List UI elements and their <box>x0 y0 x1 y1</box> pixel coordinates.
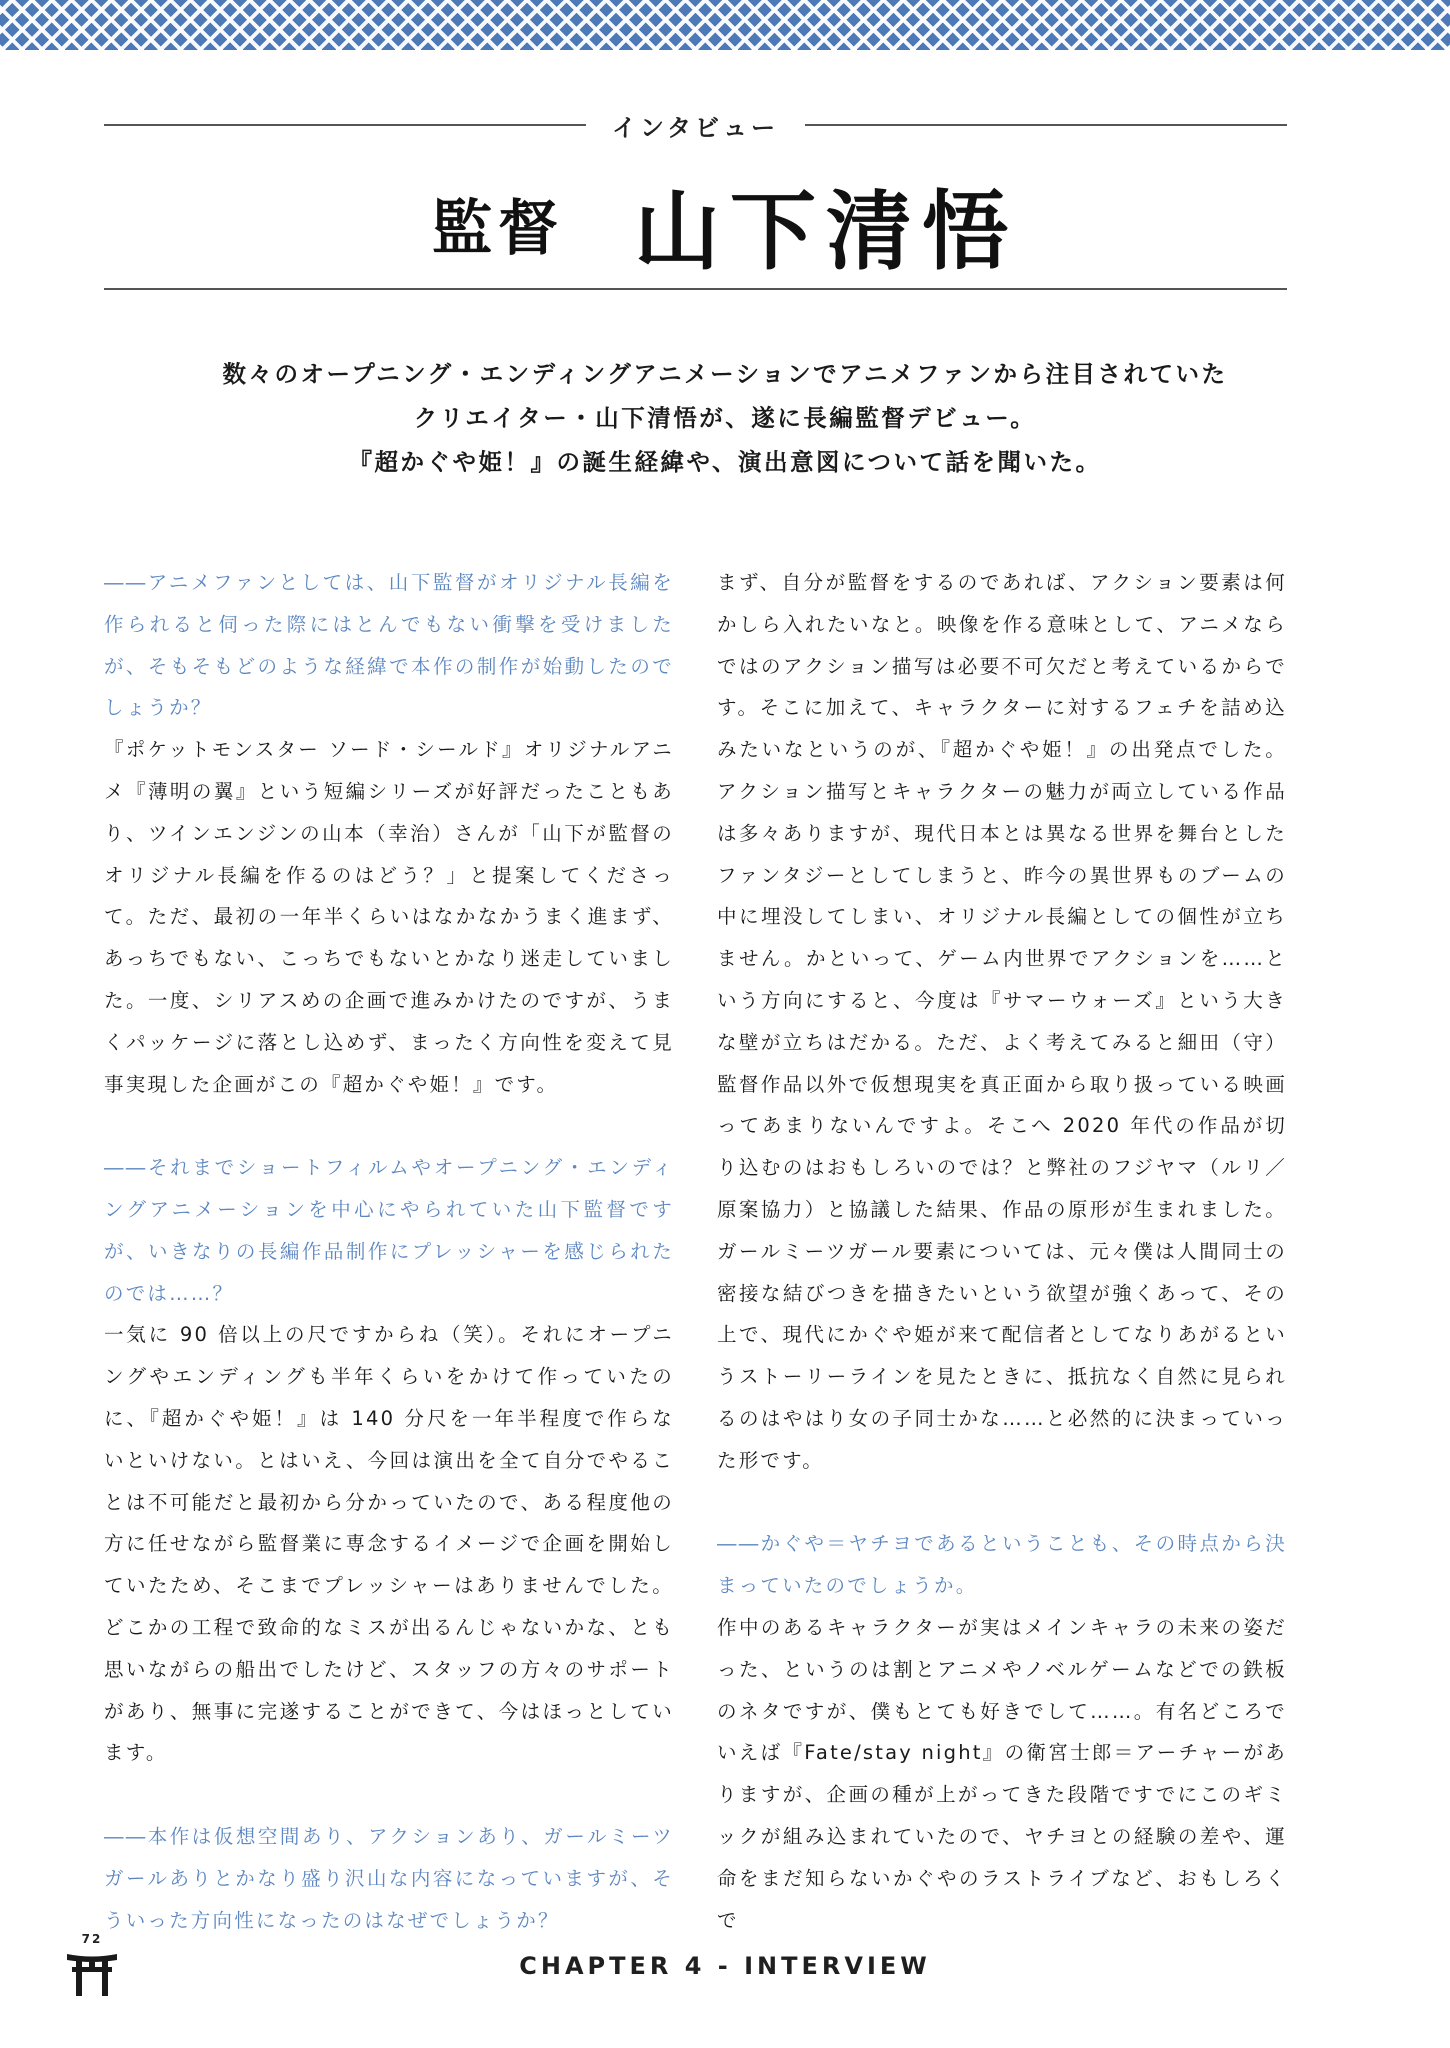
interview-question: ――アニメファンとしては、山下監督がオリジナル長編を作られると伺った際にはとんでもない衝撃を受けましたが、そもそもどのような経緯で本作の制作が始動したのでしょうか？ <box>104 571 674 720</box>
paragraph-gap <box>104 1105 674 1147</box>
lead-line: 数々のオープニング・エンディングアニメーションでアニメファンから注目されていた <box>222 360 1228 388</box>
lead-paragraph <box>0 352 1450 484</box>
paragraph-gap <box>717 1482 1287 1524</box>
divider-left <box>104 124 586 126</box>
lead-line: 『超かぐや姫！』の誕生経緯や、演出意図について話を聞いた。 <box>348 448 1102 476</box>
paragraph-gap <box>104 1774 674 1816</box>
chapter-footer: CHAPTER 4 - INTERVIEW <box>519 1952 931 1980</box>
title-divider <box>104 288 1287 290</box>
lead-line: クリエイター・山下清悟が、遂に長編監督デビュー。 <box>413 404 1037 432</box>
left-column <box>104 562 674 1941</box>
title-role: 監督 <box>432 194 564 264</box>
interview-question: ――かぐや＝ヤチヨであるということも、その時点から決まっていたのでしょうか。 <box>717 1532 1287 1598</box>
interview-answer: 『ポケットモンスター ソード・シールド』オリジナルアニメ『薄明の翼』という短編シリーズが好評だったこともあり、ツインエンジンの山本（幸治）さんが「山下が監督のオリジナル長編を作るのはどう？」と提案してくださって。ただ、最初の一年半くらいはなかなかうまく進まず、あっちでもない、こっちでもないとかなり迷走していました。一度、シリアスめの企画で進みかけたのですが、うまくパッケージに落とし込めず、まったく方向性を変えて見事実現した企画がこの『超かぐや姫！』です。 <box>104 738 674 1096</box>
page-number: 72 <box>81 1932 103 1946</box>
interview-question: ――本作は仮想空間あり、アクションあり、ガールミーツガールありとかなり盛り沢山な内容になっていますが、そういった方向性になったのはなぜでしょうか？ <box>104 1824 674 1932</box>
section-label: インタビュー <box>611 113 780 142</box>
interview-answer: まず、自分が監督をするのであれば、アクション要素は何かしら入れたいなと。映像を作る意味として、アニメならではのアクション描写は必要不可欠だと考えているからです。そこに加えて、キャラクターに対するフェチを詰め込みたいなというのが、『超かぐや姫！』の出発点でした。アクション描写とキャラクターの魅力が両立している作品は多々ありますが、現代日本とは異なる世界を舞台としたファンタジーとしてしまうと、昨今の異世界ものブームの中に埋没してしまい、オリジナル長編としての個性が立ちません。かといって、ゲーム内世界でアクションを……という方向にすると、今度は『サマーウォーズ』という大きな壁が立ちはだかる。ただ、よく考えてみると細田（守）監督作品以外で仮想現実を真正面から取り扱っている映画ってあまりないんですよ。そこへ 2020 年代の作品が切り込むのはおもしろいのでは？と弊社のフジヤマ（ルリ／原案協力）と協議した結果、作品の原形が生まれました。ガールミーツガール要素については、元々僕は人間同士の密接な結びつきを描きたいという欲望が強くあって、その上で、現代にかぐや姫が来て配信者としてなりあがるというストーリーラインを見たときに、抵抗なく自然に見られるのはやはり女の子同士かな……と必然的に決まっていった形です。 <box>717 571 1287 1472</box>
divider-right <box>805 124 1287 126</box>
section-label-row <box>104 110 1287 140</box>
interview-answer: 作中のあるキャラクターが実はメインキャラの未来の姿だった、というのは割とアニメやノベルゲームなどでの鉄板のネタですが、僕もとても好きでして……。有名どころでいえば『Fate/stay night』の衛宮士郎＝アーチャーがありますが、企画の種が上がってきた段階ですでにこのギミックが組み込まれていたので、ヤチヨとの経験の差や、運命をまだ知らないかぐやのラストライブなど、おもしろくで <box>717 1615 1287 1932</box>
interview-question: ――それまでショートフィルムやオープニング・エンディングアニメーションを中心にやられていた山下監督ですが、いきなりの長編作品制作にプレッシャーを感じられたのでは……？ <box>104 1156 674 1305</box>
title-name: 山下清悟 <box>634 182 1018 282</box>
right-column <box>717 562 1287 1941</box>
decorative-pattern-band <box>0 0 1450 50</box>
interview-answer: 一気に 90 倍以上の尺ですからね（笑）。それにオープニングやエンディングも半年くらいをかけて作っていたのに、『超かぐや姫！』は 140 分尺を一年半程度で作らないといけない。とはいえ、今回は演出を全て自分でやることは不可能だと最初から分かっていたので、ある程度他の方に任せながら監督業に専念するイメージで企画を開始していたため、そこまでプレッシャーはありませんでした。どこかの工程で致命的なミスが出るんじゃないかな、とも思いながらの船出でしたけど、スタッフの方々のサポートがあり、無事に完遂することができて、今はほっとしています。 <box>104 1323 674 1765</box>
page-title <box>0 162 1450 286</box>
